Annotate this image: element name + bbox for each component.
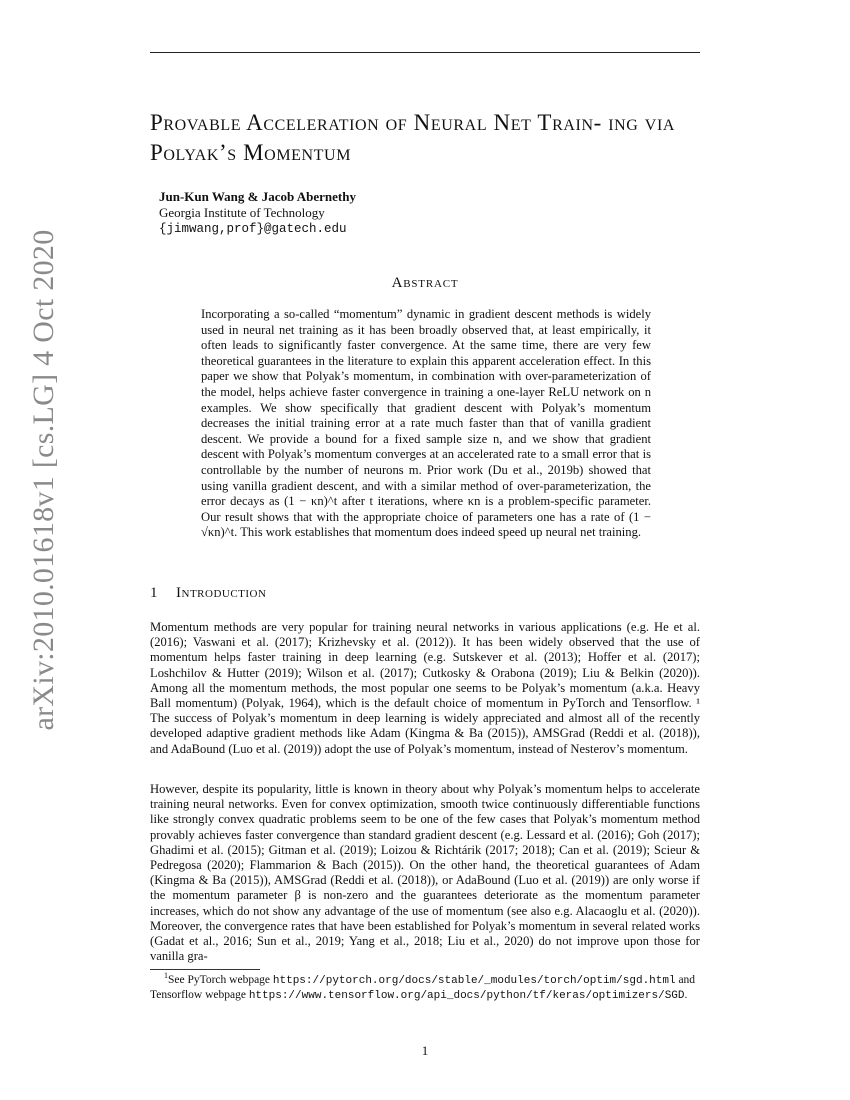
footnote-mark: 1 bbox=[164, 971, 168, 981]
section-number: 1 bbox=[150, 585, 158, 601]
author-block bbox=[159, 189, 356, 237]
footnote-link-pytorch[interactable]: https://pytorch.org/docs/stable/_modules/torch/optim/sgd.html bbox=[272, 975, 676, 987]
footnote-text-a: See PyTorch webpage bbox=[168, 974, 271, 986]
section-heading bbox=[150, 585, 266, 602]
paper-title: Provable Acceleration of Neural Net Train- ing via Polyak’s Momentum bbox=[150, 110, 676, 165]
footnote-text-b: and Tensorflow webpage bbox=[150, 974, 696, 1001]
section-title: Introduction bbox=[176, 585, 267, 601]
top-rule bbox=[150, 52, 700, 53]
footnote-end: . bbox=[684, 989, 688, 1001]
intro-paragraph-1: Momentum methods are very popular for training neural networks in various applications (e.g. He et al. (2016); Vaswani et al. (2017); Krizhevsky et al. (2012)). It has been widely observed that the use of momentum helps faster training in deep learning (e.g. Sutskever et al. (2013); Hoffer et al. (2017); Loshchilov & Hutter (2019); Wilson et al. (2017); Cutkosky & Orabona (2019); Liu & Belkin (2020)). Among all the momentum methods, the most popular one seems to be Polyak’s momentum (a.k.a. Heavy Ball momentum) (Polyak, 1964), which is the default choice of momentum in PyTorch and Tensorflow. ¹ The success of Polyak’s momentum in deep learning is widely appreciated and almost all of the recently developed adaptive gradient methods like Adam (Kingma & Ba (2015)), AMSGrad (Reddi et al. (2018)), and AdaBound (Luo et al. (2019)) adopt the use of Polyak’s momentum, instead of Nesterov’s momentum. bbox=[150, 620, 700, 756]
intro-paragraph-2: However, despite its popularity, little is known in theory about why Polyak’s momentum helps to accelerate training neural networks. Even for convex optimization, smooth twice continuously differentiable functions like strongly convex quadratic problems seem to be one of the few cases that Polyak’s momentum method provably achieves faster convergence than standard gradient descent (e.g. Lessard et al. (2016); Goh (2017); Ghadimi et al. (2015); Gitman et al. (2019); Loizou & Richtárik (2017; 2018); Can et al. (2019); Scieur & Pedregosa (2020); Flammarion & Bach (2015)). On the other hand, the theoretical guarantees of Adam (Kingma & Ba (2015)), AMSGrad (Reddi et al. (2018)), or AdaBound (Luo et al. (2019)) are only worse if the momentum parameter β is non-zero and the guarantees deteriorate as the momentum parameter increases, which do not show any advantage of the use of momentum (see also e.g. Alacaoglu et al. (2020)). Moreover, the convergence rates that have been established for Polyak’s momentum in several related works (Gadat et al., 2016; Sun et al., 2019; Yang et al., 2018; Liu et al., 2020) do not improve upon those for vanilla gra- bbox=[150, 782, 700, 964]
abstract-text: Incorporating a so-called “momentum” dynamic in gradient descent methods is widely used in neural net training as it has been broadly observed that, at least empirically, it often leads to significantly faster convergence. At the same time, there are very few theoretical guarantees in the literature to explain this apparent acceleration effect. In this paper we show that Polyak’s momentum, in combination with over-parameterization of the model, helps achieve faster convergence in training a one-layer ReLU network on n examples. We show specifically that gradient descent with Polyak’s momentum decreases the initial training error at a rate much faster than that of vanilla gradient descent. We provide a bound for a fixed sample size n, and we show that gradient descent with Polyak’s momentum converges at an accelerated rate to a small error that is controllable by the number of neurons m. Prior work (Du et al., 2019b) showed that using vanilla gradient descent, and with a similar method of over-parameterization, the error decays as (1 − κn)^t after t iterations, where κn is a problem-specific parameter. Our result shows that with the appropriate choice of parameters one has a rate of (1 − √κn)^t. This work establishes that momentum does indeed speed up neural net training. bbox=[201, 307, 651, 540]
author-affiliation: Georgia Institute of Technology bbox=[159, 205, 325, 220]
author-names: Jun-Kun Wang & Jacob Abernethy bbox=[159, 189, 356, 204]
abstract-heading: Abstract bbox=[391, 275, 459, 291]
footnote-link-tensorflow[interactable]: https://www.tensorflow.org/api_docs/python/tf/keras/optimizers/SGD bbox=[248, 990, 685, 1002]
footnote-rule bbox=[150, 969, 260, 970]
footnote bbox=[150, 973, 700, 1003]
author-email: {jimwang,prof}@gatech.edu bbox=[159, 222, 347, 236]
page-number: 1 bbox=[421, 1043, 429, 1058]
arxiv-id: arXiv:2010.01618v1 [cs.LG] 4 Oct 2020 bbox=[27, 229, 60, 731]
